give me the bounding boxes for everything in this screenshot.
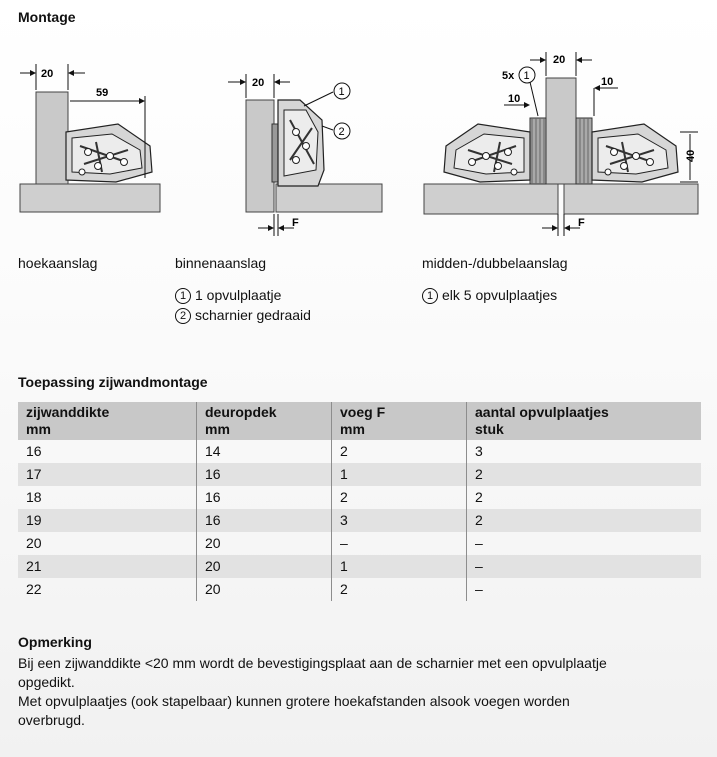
header-voeg-f: voeg F mm [332,402,467,440]
dim-20-inner: 20 [252,77,265,89]
header-aantal-opvulplaatjes: aantal opvulplaatjes stuk [467,402,702,440]
header-zijwanddikte: zijwanddikte mm [18,402,197,440]
corner-hinge-diagram [20,64,160,212]
table-row: 20 20 – – [18,532,701,555]
remark-line: opgedikt. [18,674,75,690]
stack-label: 5x [502,70,515,82]
marker-one-middle-note: 1 [422,288,438,304]
middle-note-text: elk 5 opvulplaatjes [442,287,558,303]
table-row: 17 16 1 2 [18,463,701,486]
montage-title: Montage [18,9,76,25]
inner-note-2-text: scharnier gedraaid [195,307,311,323]
dim-20-corner: 20 [41,68,54,80]
remark-line: overbrugd. [18,712,85,728]
caption-corner: hoekaanslag [18,255,98,271]
caption-inner: binnenaanslag [175,255,267,271]
inner-hinge-diagram [228,74,382,236]
dim-10-left: 10 [508,93,521,105]
dim-59-corner: 59 [96,87,109,99]
marker-one-note: 1 [175,288,191,304]
inner-note-1 [175,287,281,304]
table-row: 22 20 2 – [18,578,701,601]
marker-one-inner: 1 [338,86,345,98]
caption-middle: midden-/dubbelaanslag [422,255,568,271]
dim-f-inner: F [292,217,299,229]
inner-note-1-text: 1 opvulplaatje [195,287,282,303]
spec-table [18,402,701,601]
table-row: 19 16 3 2 [18,509,701,532]
table-row: 21 20 1 – [18,555,701,578]
remark-body [18,654,708,730]
dim-20-middle: 20 [553,54,566,66]
dim-10-right: 10 [601,76,614,88]
dim-40-middle: 40 [685,149,697,162]
middle-note [422,287,557,304]
middle-hinge-diagram [424,52,698,236]
montage-diagrams [0,0,717,240]
remark-line: Met opvulplaatjes (ook stapelbaar) kunnen grotere hoekafstanden alsook voegen worden [18,693,570,709]
table-row: 18 16 2 2 [18,486,701,509]
marker-one-middle: 1 [523,70,530,82]
remark-title: Opmerking [18,634,92,650]
header-deuropdek: deuropdek mm [197,402,332,440]
remark-line: Bij een zijwanddikte <20 mm wordt de bevestigingsplaat aan de scharnier met een opvulplaatje [18,655,607,671]
marker-two-note: 2 [175,308,191,324]
table-title: Toepassing zijwandmontage [18,374,208,390]
inner-note-2 [175,307,311,324]
dim-f-middle: F [578,217,585,229]
table-row: 16 14 2 3 [18,440,701,463]
marker-two-inner: 2 [338,126,345,138]
table-header-row [18,402,701,440]
